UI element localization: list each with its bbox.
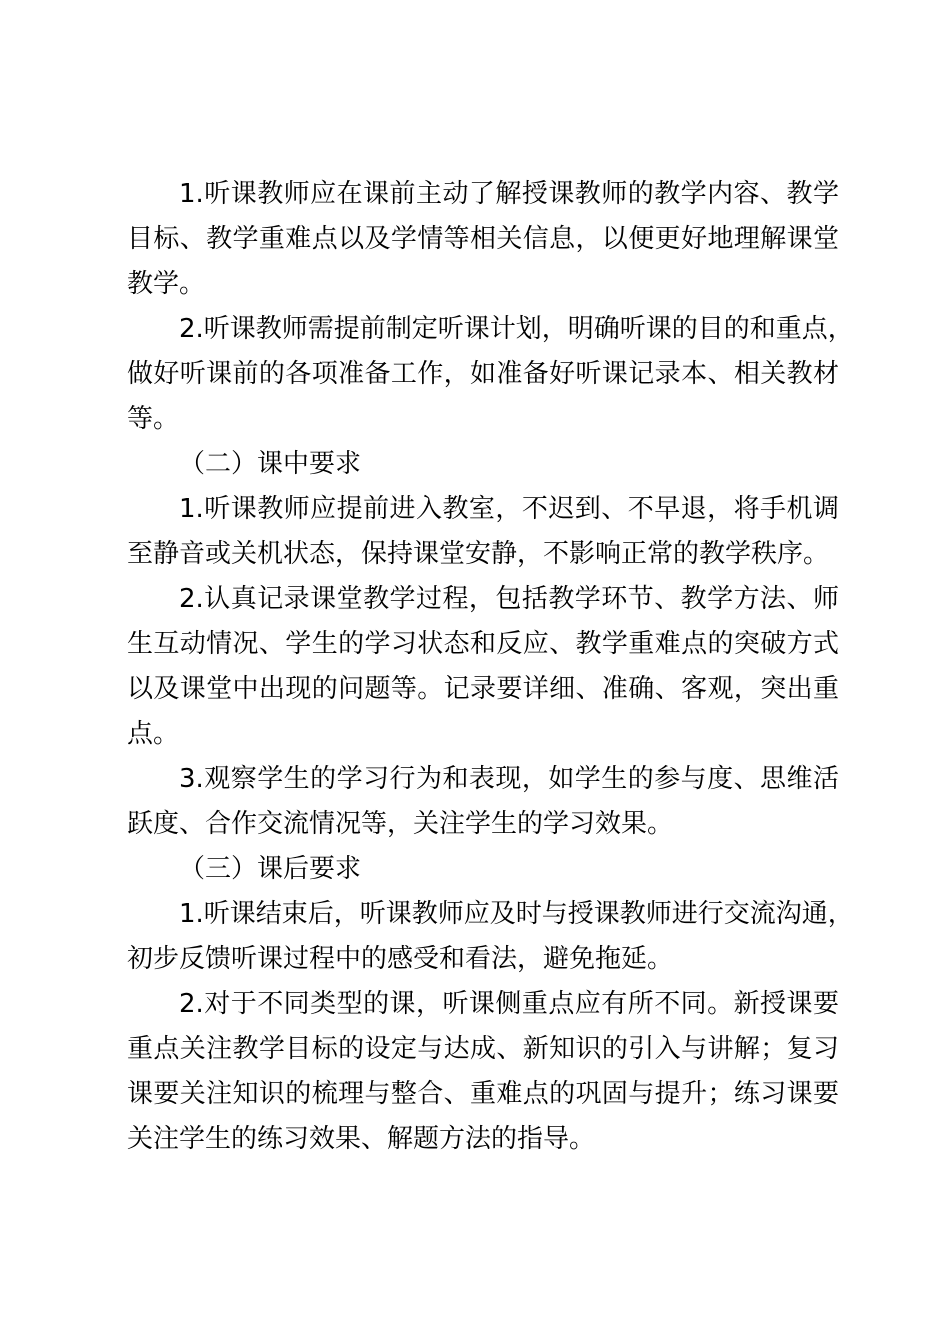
body-paragraph: [127, 982, 839, 1162]
text-line: 点。: [127, 719, 180, 749]
body-paragraph: [127, 892, 854, 982]
body-paragraph: [127, 577, 839, 757]
text-line: 关注学生的练习效果、解题方法的指导。: [127, 1124, 596, 1154]
body-paragraph: [127, 487, 839, 577]
text-line: 初步反馈听课过程中的感受和看法，避免拖延。: [127, 944, 674, 974]
text-line: 1.听课结束后，听课教师应及时与授课教师进行交流沟通，: [179, 899, 854, 929]
text-line: 2.对于不同类型的课，听课侧重点应有所不同。新授课要: [179, 989, 839, 1019]
section-heading: [127, 847, 839, 892]
text-line: 以及课堂中出现的问题等。记录要详细、准确、客观，突出重: [127, 674, 839, 704]
text-line: 1.听课教师应在课前主动了解授课教师的教学内容、教学: [179, 179, 839, 209]
text-line: 课要关注知识的梳理与整合、重难点的巩固与提升；练习课要: [127, 1079, 839, 1109]
text-line: 1.听课教师应提前进入教室，不迟到、不早退，将手机调: [179, 494, 839, 524]
document-body: [127, 172, 854, 1162]
text-line: 教学。: [127, 269, 206, 299]
text-line: 2.认真记录课堂教学过程，包括教学环节、教学方法、师: [179, 584, 839, 614]
text-line: （三）课后要求: [179, 854, 362, 884]
text-line: 等。: [127, 404, 180, 434]
text-line: （二）课中要求: [179, 449, 362, 479]
text-line: 2.听课教师需提前制定听课计划，明确听课的目的和重点，: [179, 314, 854, 344]
text-line: 至静音或关机状态，保持课堂安静，不影响正常的教学秩序。: [127, 539, 830, 569]
text-line: 跃度、合作交流情况等，关注学生的学习效果。: [127, 809, 674, 839]
text-line: 目标、教学重难点以及学情等相关信息，以便更好地理解课堂: [127, 224, 839, 254]
text-line: 3.观察学生的学习行为和表现，如学生的参与度、思维活: [179, 764, 839, 794]
body-paragraph: [127, 757, 839, 847]
text-line: 做好听课前的各项准备工作，如准备好听课记录本、相关教材: [127, 359, 839, 389]
text-line: 生互动情况、学生的学习状态和反应、教学重难点的突破方式: [127, 629, 839, 659]
body-paragraph: [127, 172, 839, 307]
section-heading: [127, 442, 839, 487]
body-paragraph: [127, 307, 854, 442]
text-line: 重点关注教学目标的设定与达成、新知识的引入与讲解；复习: [127, 1034, 839, 1064]
